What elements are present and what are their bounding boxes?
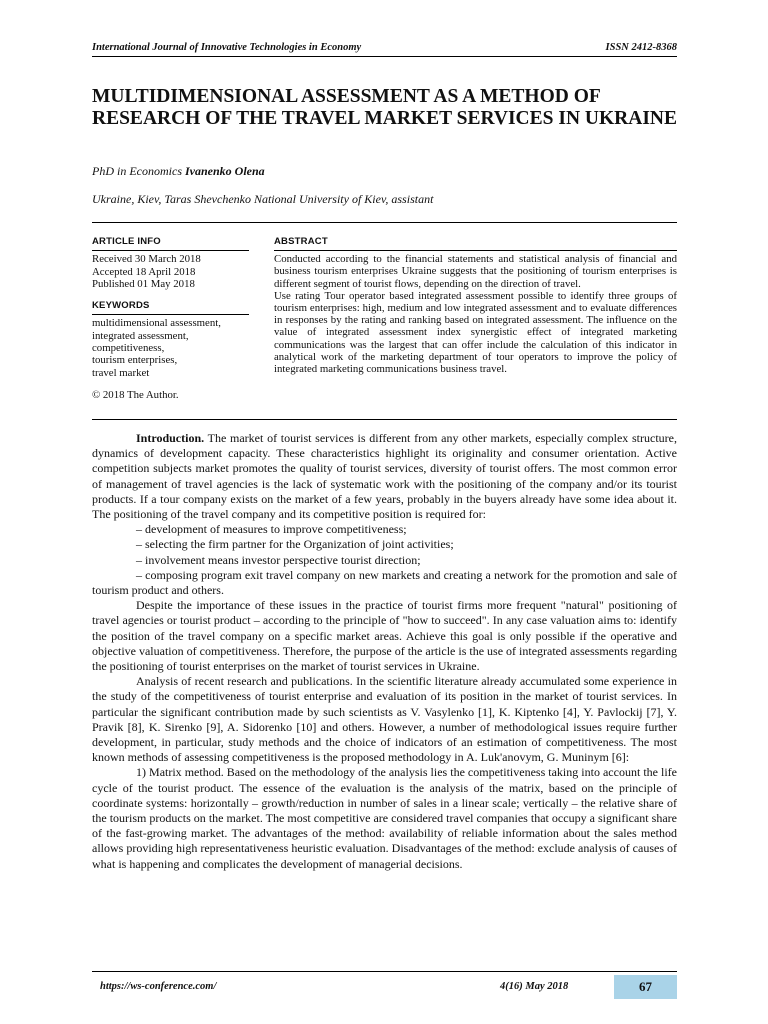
keyword: integrated assessment,: [92, 329, 189, 342]
body-paragraph: 1) Matrix method. Based on the methodology of the analysis lies the competitiveness taking into account the life cycle of the tourist product. The essence of the evaluation is the analysis of the matrix, based on the principle of coordinate systems: horizontally – growth/reduction in number of sales in a linear scale; vertically – the relative share of the tourism products on the market. The most competitive are considered travel companies that occupy a significant share of the fast-growing market. The advantages of the method: availability of reliable information about the sales method allows providing high representativeness heuristic evaluation. Disadvantages of the method: exclude analysis of causes of what is happening and complicates the development of managerial decisions.: [92, 765, 677, 871]
author-name: Ivanenko Olena: [184, 164, 265, 178]
abstract-heading: ABSTRACT: [274, 236, 677, 251]
abstract-column: [274, 236, 677, 375]
published-date: Published 01 May 2018: [92, 277, 195, 290]
accepted-date: Accepted 18 April 2018: [92, 265, 196, 278]
affiliation: Ukraine, Kiev, Taras Shevchenko National University of Kiev, assistant: [92, 192, 434, 206]
abstract-paragraph: Conducted according to the financial statements and statistical analysis of financial and business tourism enterprises Ukraine suggests that the positioning of tourism enterprises is different segment of tourist flows, depending on the direction of travel.: [274, 253, 677, 290]
body-text: [92, 431, 677, 872]
affiliation-rule: [92, 222, 677, 223]
running-header: [92, 42, 677, 53]
article-info-column: [92, 236, 249, 401]
list-item: – involvement means investor perspective tourist direction;: [136, 552, 421, 567]
keyword: competitiveness,: [92, 342, 165, 355]
keyword: multidimensional assessment,: [92, 317, 221, 330]
article-info-heading: ARTICLE INFO: [92, 236, 249, 251]
list-item: – development of measures to improve competitiveness;: [136, 522, 407, 537]
footer-rule: [92, 971, 677, 972]
keyword: travel market: [92, 366, 150, 379]
intro-paragraph: [92, 431, 677, 522]
article-title: MULTIDIMENSIONAL ASSESSMENT AS A METHOD OF RESEARCH OF THE TRAVEL MARKET SERVICES IN UKRAINE: [92, 86, 677, 129]
author-line: [92, 164, 265, 179]
footer-issue: 4(16) May 2018: [500, 981, 569, 992]
received-date: Received 30 March 2018: [92, 253, 201, 266]
issn: ISSN 2412-8368: [605, 42, 677, 53]
author-degree: PhD in Economics: [92, 164, 182, 178]
abstract-rule: [92, 419, 677, 420]
intro-label: Introduction.: [136, 431, 205, 445]
journal-name: International Journal of Innovative Technologies in Economy: [92, 42, 362, 53]
list-item: – selecting the firm partner for the Organization of joint activities;: [136, 537, 454, 552]
intro-text: The market of tourist services is different from any other markets, especially complex structure, dynamics of development capacity. These characteristics highlight its originality and consumer orientation. Active competition subjects market promotes the quality of tourist services, diversity of tourist offers. The most common error of management of travel agencies is the lack of systematic work with the positioning of the company and/or its tourist products. If a tour company exists on the market of a few years, probably in the buyers already have some idea about it. The positioning of the travel company and its competitive position is required for:: [92, 431, 677, 522]
keyword: tourism enterprises,: [92, 354, 178, 367]
page-number: 67: [639, 979, 652, 994]
copyright: © 2018 The Author.: [92, 388, 179, 401]
list-item: – composing program exit travel company on new markets and creating a network for the promotion and sale of tourism product and others.: [92, 567, 677, 598]
body-paragraph: Despite the importance of these issues in the practice of tourist firms more frequent "natural" positioning of travel agencies or tourist product – according to the principle of "how to succeed". In any case valuation aims to: identify the position of the travel company on a specific market areas. Achieve this goal is only possible if the operative and objective valuation of competitiveness. Therefore, the purpose of the article is the use of integrated assessments regarding the positioning of tourist enterprises on the market of tourist services in Ukraine.: [92, 598, 677, 674]
footer: [92, 975, 677, 999]
footer-url[interactable]: https://ws-conference.com/: [100, 981, 217, 992]
header-rule: [92, 56, 677, 57]
page-number-box: [614, 975, 677, 999]
keywords-heading: KEYWORDS: [92, 300, 249, 315]
abstract-paragraph: Use rating Tour operator based integrated assessment possible to identify three groups of tourism enterprises: high, medium and low integrated assessment and to evaluate differences in responses by the rating and ranking based on integrated assessment. The influence on the value of integrated assessment index synergistic effect of integrated marketing communications was the largest that can offer include the calculation of this indicator in analytical work of the marketing department of tour operators to improve the policy of integrated marketing communications business travel.: [274, 289, 677, 376]
body-paragraph: Analysis of recent research and publications. In the scientific literature already accumulated some experience in the study of the competitiveness of tourist enterprise and evaluation of its position in the market of tourist services. In particular the significant contribution made by such scientists as V. Vasylenko [1], K. Kiptenko [4], Y. Pavlockij [7], Y. Pravik [8], K. Sirenko [9], A. Sidorenko [10] and others. However, a number of methodological issues require further development, in particular, study methods and the choice of indicators of an estimation of competitiveness. The most known methods of assessing competitiveness is the proposed methodology in A. Luk'anovym, G. Muninym [6]:: [92, 674, 677, 765]
